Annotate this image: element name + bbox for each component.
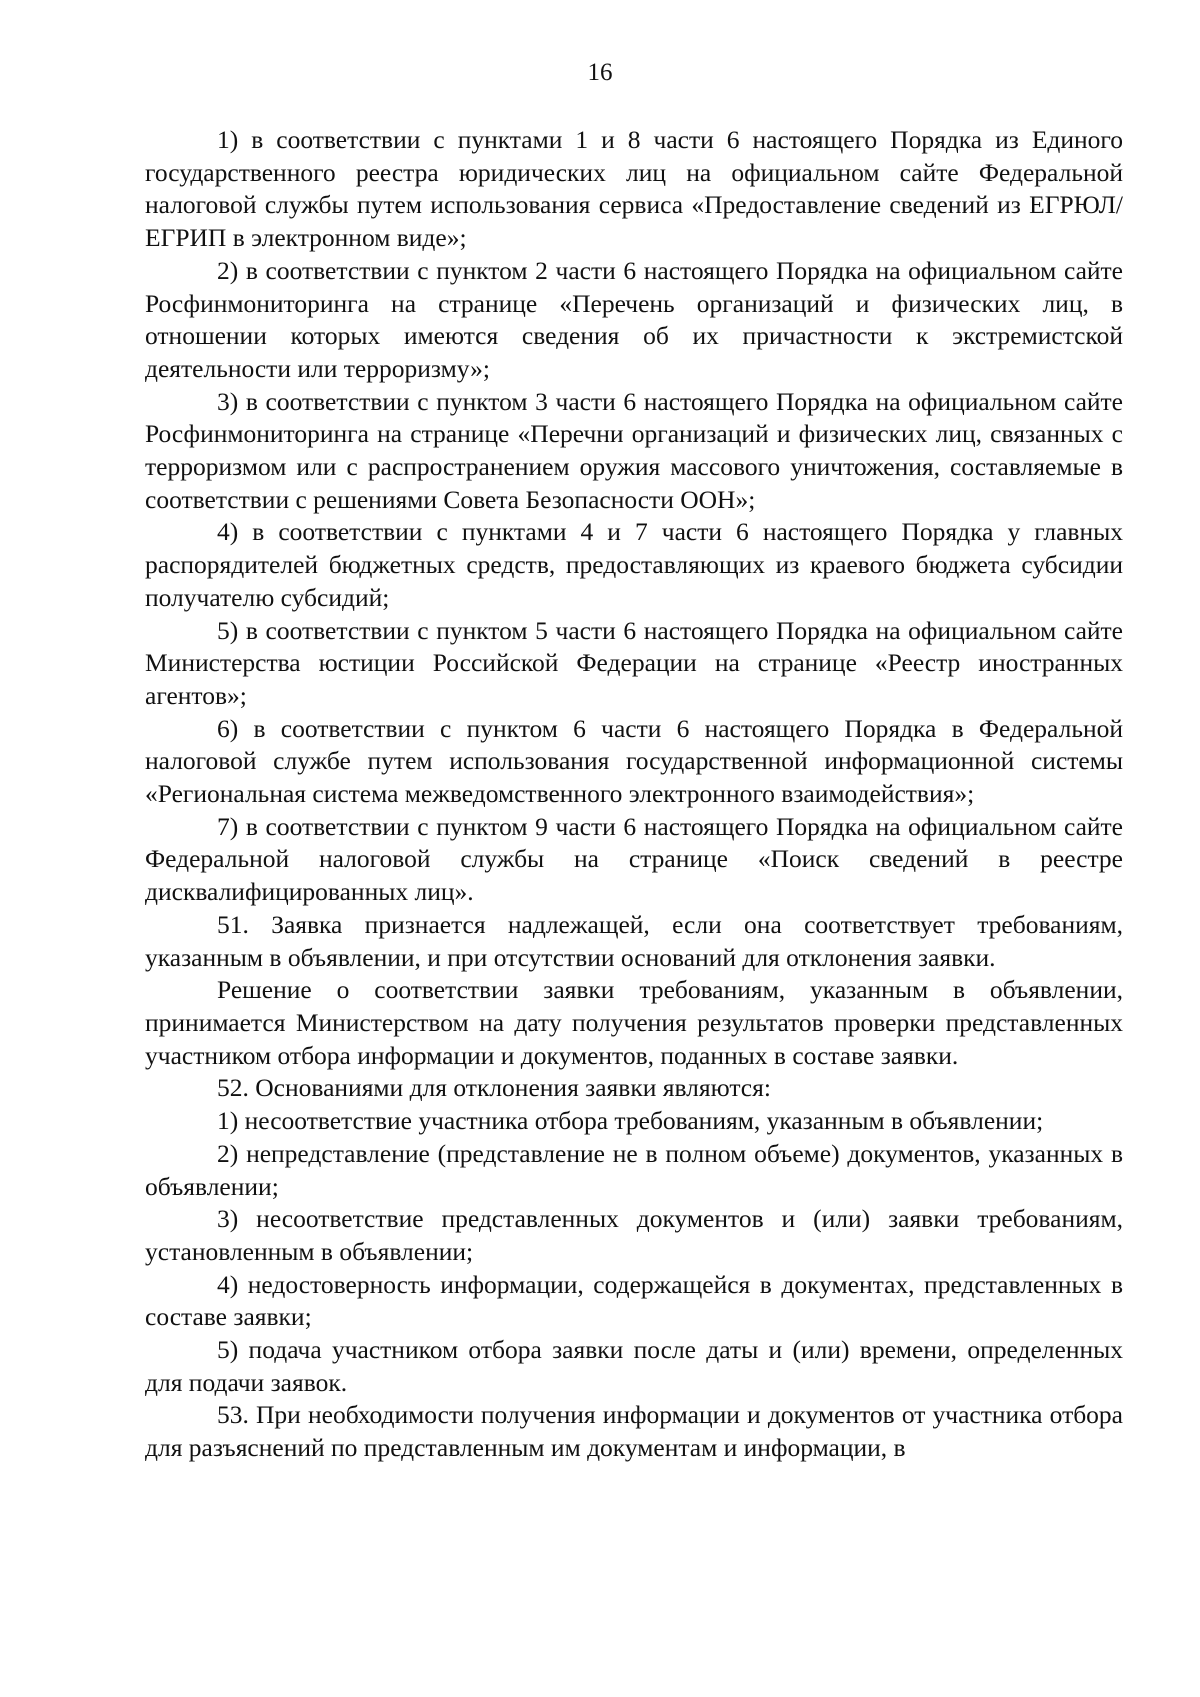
paragraph-reason-1: 1) несоответствие участника отбора требованиям, указанным в объявлении; — [217, 1106, 1044, 1136]
paragraph-clause-51: 51. Заявка признается надлежащей, если она соответствует требованиям, указанным в объявлении, и при отсутствии оснований для отклонения заявки. — [145, 909, 1123, 972]
paragraph-item-7: 7) в соответствии с пунктом 9 части 6 настоящего Порядка на официальном сайте Федеральной налоговой службы на странице «Поиск сведений в реестре дисквалифицированных лиц». — [145, 811, 1123, 907]
paragraph-clause-52: 52. Основаниями для отклонения заявки являются: — [217, 1073, 771, 1103]
paragraph-reason-2: 2) непредставление (представление не в полном объеме) документов, указанных в объявлении; — [145, 1138, 1123, 1201]
paragraph-item-5: 5) в соответствии с пунктом 5 части 6 настоящего Порядка на официальном сайте Министерства юстиции Российской Федерации на странице «Реестр иностранных агентов»; — [145, 615, 1123, 710]
paragraph-item-6: 6) в соответствии с пунктом 6 части 6 настоящего Порядка в Федеральной налоговой службе путем использования государственной информационной системы «Региональная система межведомственного электронного взаимодействия»; — [145, 713, 1123, 809]
paragraph-clause-53: 53. При необходимости получения информации и документов от участника отбора для разъяснений по представленным им документам и информации, в — [145, 1400, 1123, 1463]
paragraph-item-1: 1) в соответствии с пунктами 1 и 8 части 6 настоящего Порядка из Единого государственного реестра юридических лиц на официальном сайте Федеральной налоговой службы путем использования сервиса «Предоставление сведений из ЕГРЮЛ/ЕГРИП в электронном виде»; — [145, 125, 1123, 253]
paragraph-item-3: 3) в соответствии с пунктом 3 части 6 настоящего Порядка на официальном сайте Росфинмониторинга на странице «Перечни организаций и физических лиц, связанных с терроризмом или с распространением оружия массового уничтожения, составляемые в соответствии с решениями Совета Безопасности ООН»; — [145, 386, 1123, 514]
paragraph-reason-5: 5) подача участником отбора заявки после даты и (или) времени, определенных для подачи заявок. — [145, 1335, 1123, 1397]
paragraph-item-2: 2) в соответствии с пунктом 2 части 6 настоящего Порядка на официальном сайте Росфинмониторинга на странице «Перечень организаций и физических лиц, в отношении которых имеются сведения об их причастности к экстремистской деятельности или терроризму»; — [145, 255, 1123, 383]
document-body — [145, 124, 1123, 1465]
paragraph-item-4: 4) в соответствии с пунктами 4 и 7 части 6 настоящего Порядка у главных распорядителей бюджетных средств, предоставляющих из краевого бюджета субсидии получателю субсидий; — [145, 517, 1123, 612]
paragraph-reason-3: 3) несоответствие представленных документов и (или) заявки требованиям, установленным в объявлении; — [145, 1204, 1123, 1266]
paragraph-reason-4: 4) недостоверность информации, содержащейся в документах, представленных в составе заявки; — [145, 1269, 1123, 1332]
paragraph-decision: Решение о соответствии заявки требованиям, указанным в объявлении, принимается Министерством на дату получения результатов проверки представленных участником отбора информации и документов, поданных в составе заявки. — [145, 975, 1123, 1070]
page-number: 16 — [587, 59, 613, 86]
